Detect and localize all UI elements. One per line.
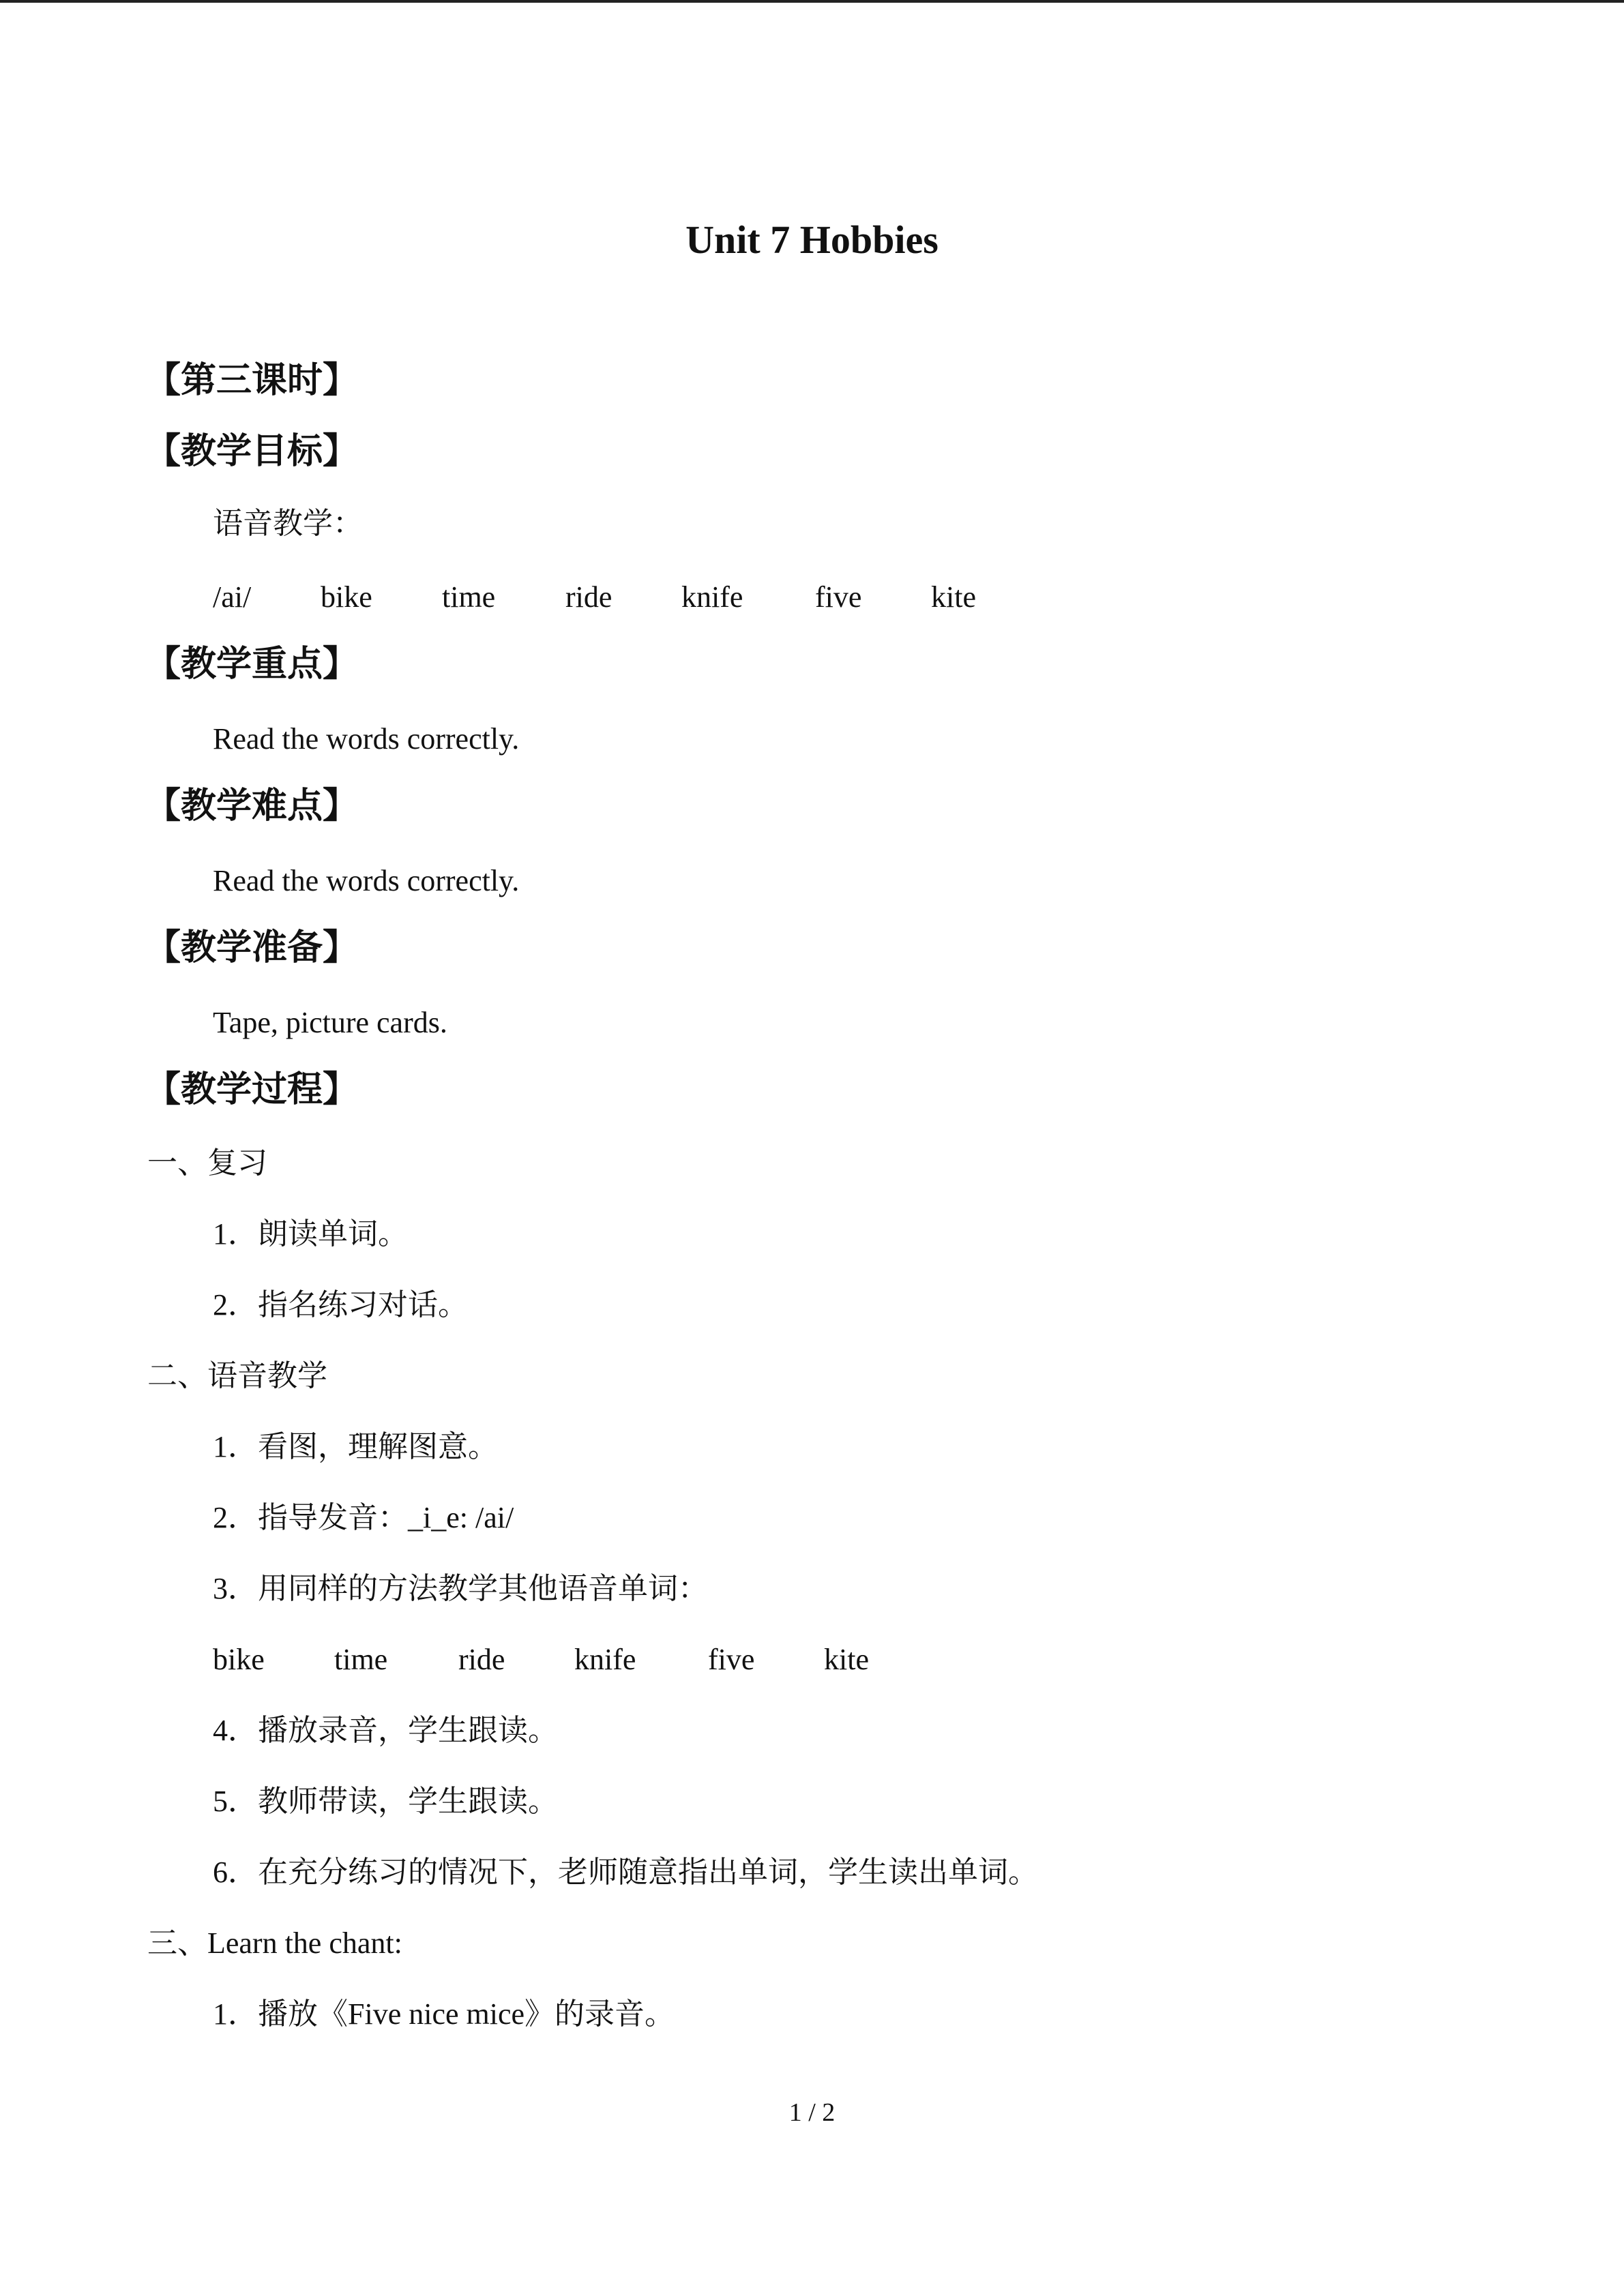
document-title: Unit 7 Hobbies [685, 218, 939, 262]
phonics-word: time [442, 580, 496, 614]
phonics-word: five [815, 580, 862, 614]
process-step: 1．看图，理解图意。 [213, 1430, 498, 1463]
page-top-border [0, 0, 1624, 3]
vocabulary-word: five [708, 1643, 755, 1676]
key-points-text: Read the words correctly. [213, 722, 520, 756]
preparation-text: Tape, picture cards. [213, 1006, 447, 1039]
vocabulary-word: time [334, 1643, 388, 1676]
vocabulary-word: ride [458, 1643, 505, 1676]
process-step: 6．在充分练习的情况下，老师随意指出单词，学生读出单词。 [213, 1855, 1038, 1889]
phonics-word: kite [931, 580, 976, 614]
process-step: 3．用同样的方法教学其他语音单词： [213, 1572, 708, 1605]
process-heading: 【教学过程】 [145, 1071, 359, 1109]
phonics-word: bike [321, 580, 372, 614]
phonics-word: /ai/ [213, 580, 252, 614]
process-step: 2．指导发音：_i_e: /ai/ [213, 1501, 514, 1534]
process-step: 5．教师带读，学生跟读。 [213, 1785, 558, 1818]
process-part1-title: 一、复习 [147, 1146, 267, 1180]
difficulties-heading: 【教学难点】 [145, 787, 359, 826]
difficulties-text: Read the words correctly. [213, 864, 520, 897]
process-part2-title: 二、语音教学 [147, 1359, 327, 1392]
process-step: 1．播放《Five nice mice》的录音。 [213, 1997, 675, 2031]
phonics-word: knife [681, 580, 743, 614]
process-step: 4．播放录音，学生跟读。 [213, 1714, 558, 1747]
preparation-heading: 【教学准备】 [145, 929, 359, 968]
phonics-word: ride [565, 580, 612, 614]
key-points-heading: 【教学重点】 [145, 645, 359, 684]
vocabulary-word: bike [213, 1643, 265, 1676]
objectives-heading: 【教学目标】 [145, 432, 359, 471]
process-step: 1．朗读单词。 [213, 1217, 408, 1251]
phonics-label: 语音教学： [213, 507, 363, 540]
lesson-tag-heading: 【第三课时】 [145, 361, 359, 400]
process-step: 2．指名练习对话。 [213, 1288, 468, 1322]
page-indicator: 1 / 2 [788, 2098, 836, 2127]
vocabulary-word: kite [824, 1643, 869, 1676]
process-part3-title: 三、Learn the chant: [147, 1926, 402, 1960]
vocabulary-word: knife [574, 1643, 636, 1676]
